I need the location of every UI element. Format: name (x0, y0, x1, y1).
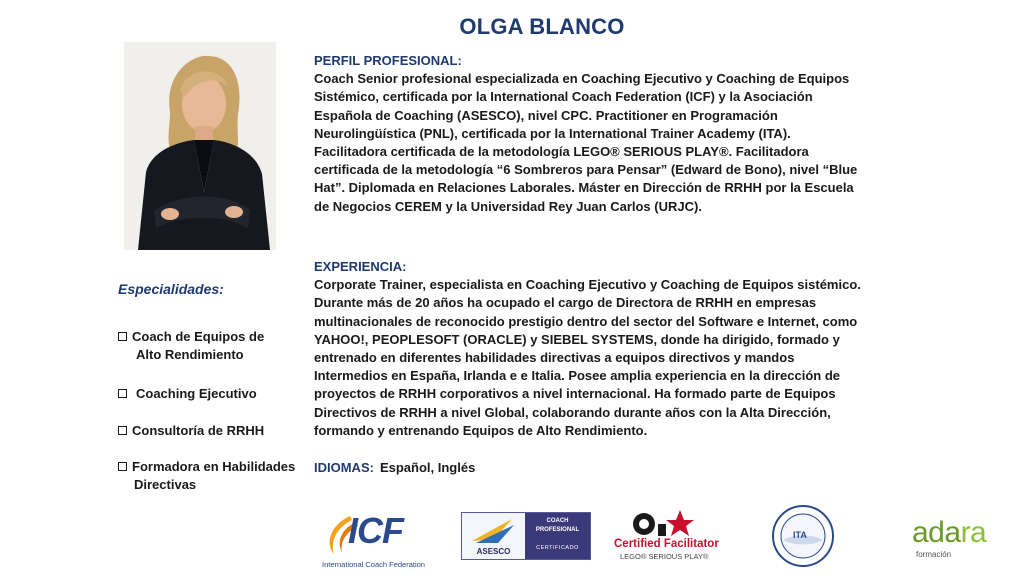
experiencia-line: YAHOO!, PEOPLESOFT (ORACLE) y SIEBEL SYSTEMS, donde ha dirigido, formado y (314, 331, 840, 347)
especialidad-text: Consultoría de RRHH (132, 423, 265, 438)
idiomas-value: Español, Inglés (379, 460, 476, 475)
adara-logo (908, 516, 1018, 562)
perfil-line: certificada de la metodología “6 Sombreros para Pensar” (Edward de Bono), nivel “Blue (314, 162, 858, 178)
especialidad-text: Alto Rendimiento (136, 347, 244, 362)
experiencia-line: proyectos de RRHH corporativos a nivel internacional. Ha formado parte de Equipos (314, 386, 836, 402)
experiencia-heading: EXPERIENCIA: (314, 259, 407, 274)
lego-certified-text: Certified Facilitator (614, 538, 719, 550)
checkbox-bullet-icon (118, 389, 127, 398)
especialidad-item (118, 385, 257, 403)
perfil-line: Sistémico, certificada por la International Coach Federation (ICF) y la Asociación (314, 89, 813, 105)
perfil-section (314, 52, 884, 216)
idiomas-heading: IDIOMAS: (314, 460, 374, 475)
experiencia-line: Durante más de 20 años ha ocupado el cargo de Directora de RRHH en empresas (314, 295, 817, 311)
lego-figures-icon (614, 508, 724, 538)
ita-seal-logo (758, 504, 848, 568)
perfil-line: Facilitadora certificada de la metodología LEGO® SERIOUS PLAY®. Facilitadora (314, 144, 809, 160)
ita-mark: ITA (793, 530, 807, 540)
perfil-heading: PERFIL PROFESIONAL: (314, 53, 462, 68)
especialidad-item (118, 422, 264, 440)
perfil-line: Española de Coaching (ASESCO), nivel CPC. Practitioner en Programación (314, 107, 778, 123)
perfil-line: Hat”. Diplomada en Relaciones Laborales. Máster en Dirección de RRHH por la Escuela (314, 180, 854, 196)
icf-caption: International Coach Federation (322, 560, 425, 569)
checkbox-bullet-icon (118, 332, 127, 341)
experiencia-line: Intermedios en España, Irlanda e e Italia. Posee amplia experiencia en la dirección de (314, 368, 840, 384)
checkbox-bullet-icon (118, 426, 127, 435)
experiencia-line: Corporate Trainer, especialista en Coaching Ejecutivo y Coaching de Equipos sistémico. (314, 277, 861, 293)
especialidad-text: Directivas (134, 477, 197, 492)
especialidad-text: Coach de Equipos de (132, 329, 265, 344)
perfil-line: Neurolingüística (PNL), certificada por la International Trainer Academy (ITA). (314, 125, 791, 141)
asesco-emblem (462, 513, 525, 559)
adara-wordmark (912, 516, 986, 550)
especialidad-text: Coaching Ejecutivo (136, 386, 257, 401)
asesco-badge (525, 513, 590, 559)
experiencia-line: multinacionales de reconocido prestigio dentro del sector del Software e Internet, como (314, 313, 858, 329)
icf-logo (320, 510, 425, 569)
experiencia-section (314, 258, 884, 440)
especialidad-item (118, 328, 264, 364)
perfil-line: de Negocios CEREM y la Universidad Rey Juan Carlos (URJC). (314, 198, 702, 214)
asesco-brand: ASESCO (476, 547, 511, 556)
especialidades-heading: Especialidades: (118, 281, 224, 297)
logos-row (0, 500, 1024, 576)
asesco-logo (461, 512, 591, 560)
asesco-line3: CERTIFICADO (536, 545, 579, 551)
adara-word-a: ada (912, 516, 961, 549)
experiencia-line: formando y entrenando Equipos de Alto Rendimiento. (314, 422, 648, 438)
idiomas-section (314, 460, 475, 475)
profile-photo (124, 42, 276, 250)
perfil-line: Coach Senior profesional especializada en Coaching Ejecutivo y Coaching de Equipos (314, 71, 850, 87)
checkbox-bullet-icon (118, 462, 127, 471)
asesco-line2: PROFESIONAL (535, 527, 580, 533)
lego-brand-text: LEGO® SERIOUS PLAY® (620, 552, 709, 561)
page-title: OLGA BLANCO (459, 14, 625, 39)
asesco-line1: COACH (546, 518, 569, 524)
experiencia-line: entrenado en diferentes habilidades directivas a equipos directivos y mandos (314, 350, 795, 366)
especialidad-text: Formadora en Habilidades (132, 459, 296, 474)
especialidad-item (118, 458, 295, 494)
experiencia-line: Directivos de RRHH a nivel Global, colaborando durante años con la Alta Dirección, (314, 404, 831, 420)
lego-serious-play-logo (614, 508, 724, 568)
adara-word-b: ra (960, 516, 987, 549)
icf-mark: ICF (348, 510, 403, 551)
adara-subtitle: formación (916, 550, 952, 559)
asesco-star-icon (462, 513, 525, 547)
